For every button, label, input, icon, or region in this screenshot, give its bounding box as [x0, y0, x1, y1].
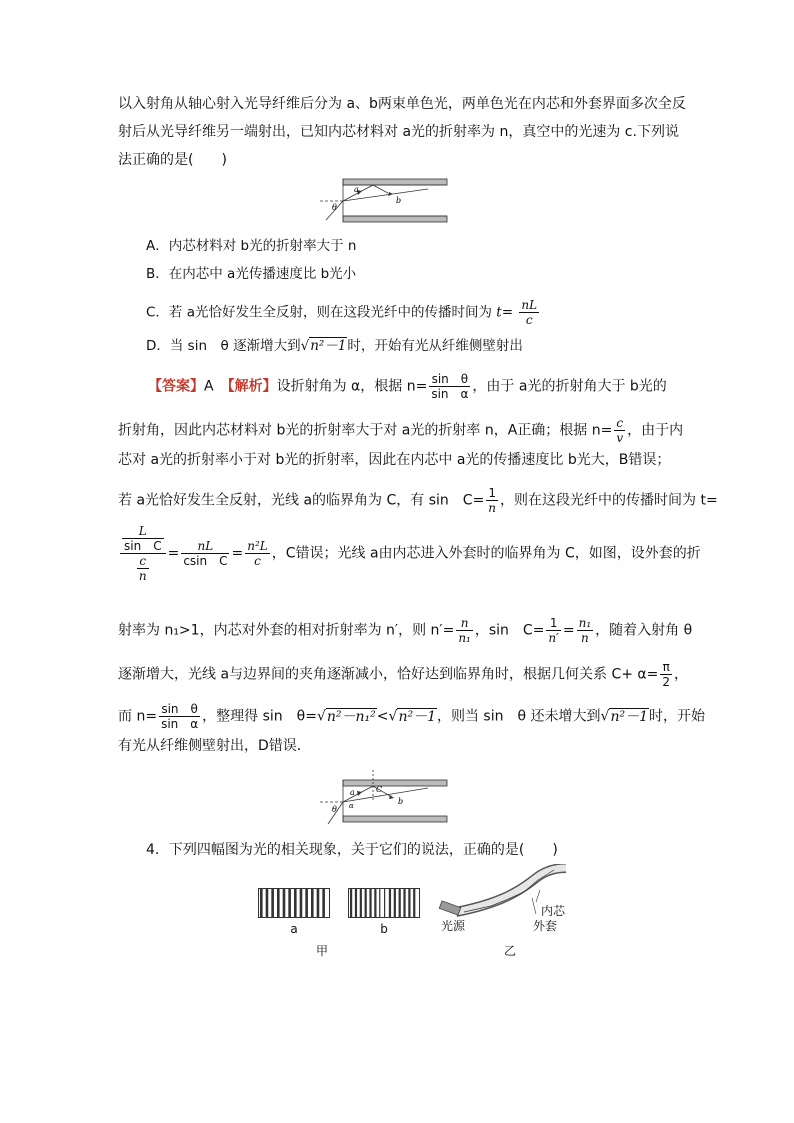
fringe-band: [300, 889, 303, 917]
option-c-fraction: $\frac{nL}{c}$: [521, 298, 538, 327]
fringe-band: [355, 889, 357, 917]
fringe-band: [413, 889, 415, 917]
option-d[interactable]: D．当 sin θ 逐渐增大到√n²－1时，开始有光从纤维侧壁射出: [146, 338, 523, 354]
analysis-line1: 【答案】A 【解析】设折射角为 α，根据 n= $\frac{\text{sin θ}}{\text{sin α}}$ ，由于 a光的折射角大于 b光的: [148, 372, 667, 401]
fringe-band: [283, 889, 286, 917]
fringe-band: [305, 889, 308, 917]
option-a[interactable]: A．内芯材料对 b光的折射率大于 n: [146, 238, 357, 254]
analysis-line8: 而 n= $\frac{\text{sin θ}}{\text{sin α}}$ ，整理得 sin θ=√n²－n₁²<√n²－1，则当 sin θ 还未增大到√n²－1时，开始: [118, 702, 705, 731]
fig1-label-theta: θ: [332, 203, 337, 212]
q3-stem-line3: 法正确的是( ): [118, 152, 227, 168]
fringe-b-caption: b: [380, 922, 388, 936]
option-c-text: C．若 a光恰好发生全反射，则在这段光纤中的传播时间为: [146, 304, 492, 321]
fig2-label-theta: θ: [332, 805, 337, 814]
analysis-line5: $\frac{\frac{L}{\text{sin C}}}{\frac{c}{n}}$ = $\frac{nL}{\text{csin C}}$ = $\frac{\text{n²L}}{c}$ ，C错误；光线 a由内芯进入外套时的临界角为 C，如图，设外套的折: [118, 524, 701, 583]
q3-stem-line2: 射后从光导纤维另一端射出，已知内芯材料对 a光的折射率为 n，真空中的光速为 c.下列说: [118, 124, 679, 140]
q3-stem-line1: 以入射角从轴心射入光导纤维后分为 a、b两束单色光，两单色光在内芯和外套界面多次全反: [118, 96, 686, 112]
fringe-band: [379, 889, 380, 917]
fig1-label-b: b: [396, 196, 402, 205]
fig2-label-alpha: α: [349, 802, 354, 810]
option-d-radical: n²－1: [310, 338, 347, 354]
fig2-label-b: b: [398, 797, 404, 806]
answer-value: A: [204, 378, 214, 395]
q4-stem: 4．下列四幅图为光的相关现象，关于它们的说法，正确的是( ): [146, 842, 558, 858]
fringe-band: [266, 889, 269, 917]
fringe-band: [350, 889, 352, 917]
fringe-band: [260, 889, 263, 917]
fringe-pattern-a: [258, 888, 330, 918]
analysis-line4: 若 a光恰好发生全反射，光线 a的临界角为 C，有 sin C= $\frac{1}{n}$ ，则在这段光纤中的传播时间为 t=: [118, 486, 718, 515]
figure-jia-label: 甲: [315, 944, 328, 958]
fringe-band: [271, 889, 274, 917]
label-inner-core: 内芯: [540, 904, 565, 918]
fringe-band: [394, 889, 396, 917]
option-b[interactable]: B．在内芯中 a光传播速度比 b光小: [146, 266, 357, 282]
fringe-band: [399, 889, 401, 917]
fringe-band: [384, 889, 385, 917]
fringe-band: [294, 889, 297, 917]
fringe-band: [403, 889, 405, 917]
option-d-prefix: D．当 sin θ 逐渐增大到: [146, 338, 301, 354]
fringe-band: [389, 889, 391, 917]
figure-yi-label: 乙: [503, 944, 516, 958]
fringe-band: [408, 889, 410, 917]
fringe-band: [374, 889, 376, 917]
fiber-diagram-1: [318, 176, 448, 228]
fig2-label-c: C: [376, 785, 383, 794]
fringe-band: [369, 889, 371, 917]
analysis-line2: 折射角，因此内芯材料对 b光的折射率大于对 a光的折射率 n，A正确；根据 n= $\frac{c}{v}$ ，由于内: [118, 416, 684, 445]
fringe-band: [365, 889, 367, 917]
fringe-band: [277, 889, 280, 917]
option-c[interactable]: [146, 298, 541, 327]
analysis-line3: 芯对 a光的折射率小于对 b光的折射率，因此在内芯中 a光的传播速度比 b光大，B错误；: [118, 452, 671, 468]
label-outer-sheath: 外套: [532, 919, 557, 933]
fringe-band: [311, 889, 314, 917]
fringe-band: [317, 889, 320, 917]
fig2-label-a: a: [350, 788, 355, 797]
option-c-t: t=: [496, 304, 514, 321]
option-d-suffix: 时，开始有光从纤维侧壁射出: [347, 338, 523, 354]
fiber-diagram-2: [318, 768, 448, 830]
analysis-line6: 射率为 n₁>1，内芯对外套的相对折射率为 n′，则 n′= $\frac{n}{\text{n₁}}$ ，sin C= $\frac{1}{n'}$ = $\frac{\text{n₁}}{n}$ ，随着入射角 θ: [118, 616, 693, 645]
analysis-line7: 逐渐增大，光线 a与边界间的夹角逐渐减小，恰好达到临界角时，根据几何关系 C+ α= $\frac{\pi}{2}$ ，: [118, 660, 689, 689]
fringe-a-caption: a: [290, 922, 298, 936]
fringe-band: [288, 889, 291, 917]
fringe-band: [322, 889, 325, 917]
label-light-source: 光源: [440, 919, 465, 933]
analysis-tag: 【解析】: [227, 378, 277, 395]
fringe-band: [360, 889, 362, 917]
light-source-icon: [439, 901, 461, 915]
analysis-line9: 有光从纤维侧壁射出，D错误．: [118, 738, 311, 754]
fig1-label-a: a: [354, 185, 359, 194]
fringe-pattern-b: [348, 888, 420, 918]
answer-tag: 【答案】: [148, 378, 204, 395]
